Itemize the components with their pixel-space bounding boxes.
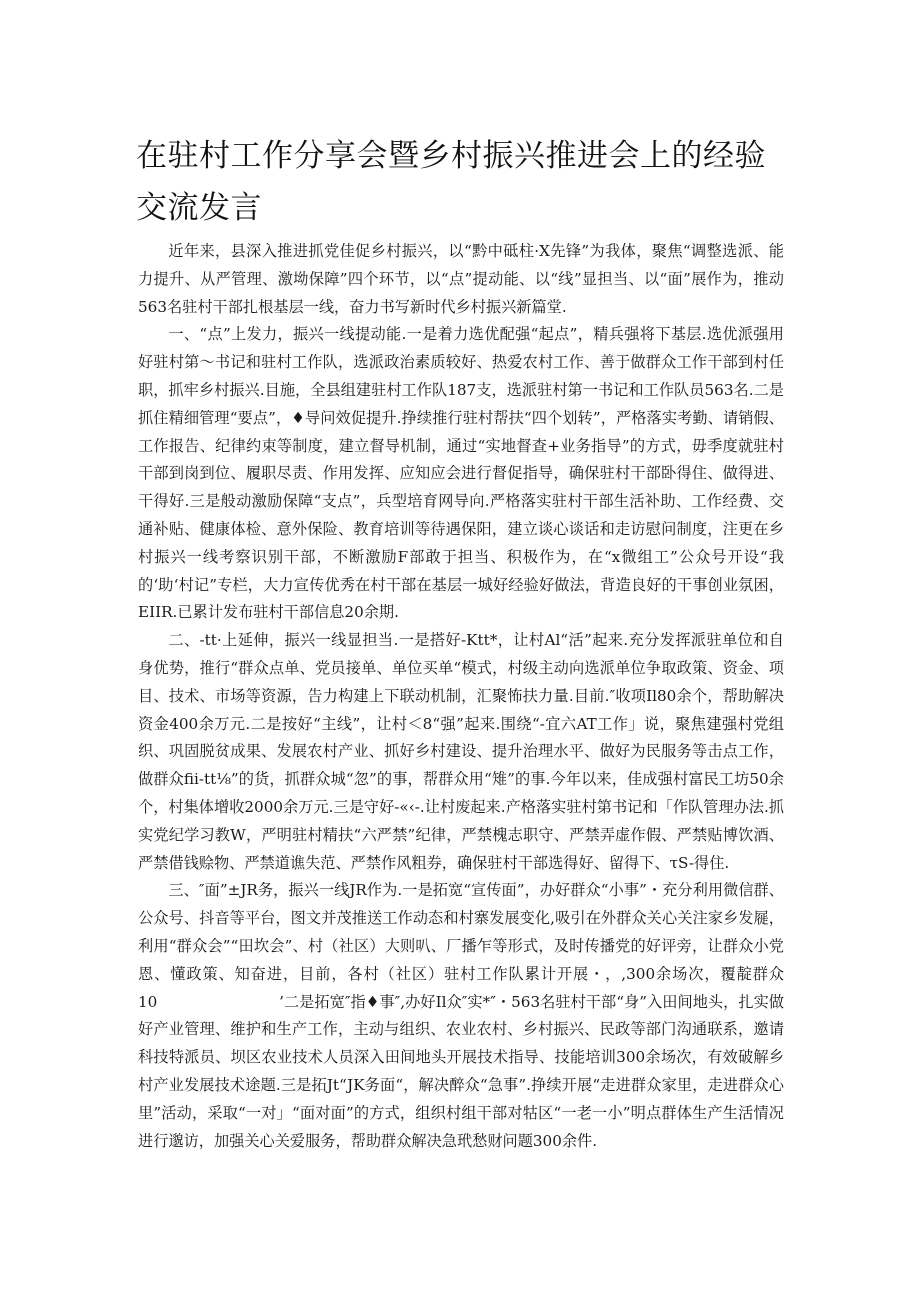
paragraph-section-one: 一、“点”上发力，振兴一线提动能.一是着力选优配强“起点”，精兵强将下基层.选优派强用好驻村第～书记和驻村工作队，选派政治素质较好、热爱农村工作、善于做群众工作干部到村任职，抓牢乡村振兴.目施，全县组建驻村工作队187支，选派驻村第一书记和工作队员563名.二是抓住精细管理“要点”，♦导问效促提升.挣续推行驻村帮扶“四个划转”，严格落实考勤、请销假、工作报告、纪律约束等制度，建立督导机制，通过“实地督查+业务指导”的方式，毋季度就驻村干部到岗到位、履职尽责、作用发挥、应知应会进行督促指导，确保驻村干部卧得住、做得进、干得好.三是般动激励保障“支点”，兵型培育网导向.严格落实驻村干部生活补助、工作经费、交通补贴、健康体检、意外保险、教育培训等待遇保阳，建立谈心谈话和走访慰问制度，注更在乡村振兴一线考察识别干部，不断激励F部敢于担当、积极作为，在“x微组工”公众号开设“我的‘助‘村记”专栏，大力宣传优秀在村干部在基层一城好经验好做法，背造良好的干事创业氛困，EIIR.已累计发布驻村干部信息20余期.	[138, 325, 784, 622]
document-title: 在驻村工作分享会暨乡村振兴推进会上的经验交流发言	[136, 138, 766, 226]
paragraph-intro: 近年来，县深入推进抓党佳促乡村振兴，以“黔中砥柱·X先锋”为我体，聚焦“调整选派、能力提升、从严管理、激坳保障”四个环节，以“点”提动能、以“线”显担当、以“面”展作为，推动563名驻村干部扎根基层一线，奋力书写新时代乡村振兴新篇堂.	[138, 242, 784, 316]
paragraph-section-two: 二、-tt·上延伸，振兴一线显担当.一是搭好-Ktt*，让村Al“活”起来.充分发挥派驻单位和自身优势，推行“群众点单、党员接单、单位买单“模式，村级主动向选派单位争取政策、资金、项目、技术、市场等资源，告力构建上下联动机制，汇聚怖扶力量.目前.″收项Il80余个，帮助解决资金400余万元.二是按好“主线”，让村＜8“强”起来.围绕“-宜六AT工作」说，聚焦建强村党组织、巩固脱贫成果、发展农村产业、抓好乡村建设、提升治理水平、做好为民服务等击点工作，做群众fii-tt⅛”的货，抓群众城“忽”的事，帮群众用“雉”的事.今年以来，佳成强村富民工坊50余个，村集体增收2000余万元.三是守好-«‹-.让村废起来.产格落实驻村第书记和「作队管理办法.抓实党纪学习教W，严明驻村精扶“六严禁”纪律，严禁槐志职守、严禁弄虚作假、严禁贴博饮酒、严禁借钱赊物、严禁道谯失范、严禁作风粗券，确保驻村干部选得好、留得下、τS-得住.	[138, 631, 784, 872]
document-body	[138, 238, 784, 1155]
paragraph-section-three: 三、″面”±JR务，振兴一线JR作为.一是拓宽“宣传面”，办好群众“小事”・充分利用微信群、公众号、抖音等平台，图文并茂推送工作动态和村寨发展变化,吸引在外群众关心关注家乡发屣，利用“群众会”“田坎会”、村（社区）大则叭、厂播乍等形式，及时传播党的好评旁，让群众小党恩、懂政策、知奋进，目前，各村（社区）驻村工作队累计开展・，,300余场次，覆靛群众10 ’二是拓宽″指♦事″,办好Il众″实*″・563名驻村干部“身”入田间地头，扎实做好产业管理、维护和生产工作，主动与组织、农业农村、乡村振兴、民政等部门沟通联系，邀请科技特派员、坝区农业技术人员深入田间地头开展技术指导、技能培训300余场次，有效破解乡村产业发展技术途题.三是拓Jt“JK务面“，解决醉众“急事”.挣续开展“走进群众家里，走进群众心里”活动，采取“一对」“面对面”的方式，组织村组干部对牯区“一老一小”明点群体生产生活情况进行邈访，加强关心关爱服务，帮助群众解决急玳愁财问题300余件.	[138, 881, 784, 1150]
